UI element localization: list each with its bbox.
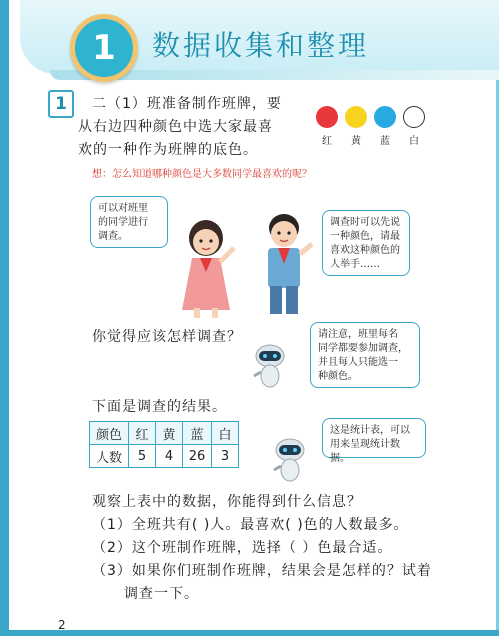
question-line-3: 欢的一种作为班牌的底色。 bbox=[78, 142, 258, 158]
observe-item-1: （1）全班共有( )人。最喜欢( )色的人数最多。 bbox=[92, 517, 409, 533]
result-prompt: 下面是调查的结果。 bbox=[92, 399, 227, 415]
white-color-dot bbox=[403, 106, 425, 128]
table-header-cell: 红 bbox=[129, 422, 156, 445]
table-header-cell: 黄 bbox=[156, 422, 183, 445]
table-header-row bbox=[90, 422, 239, 445]
boy-illustration bbox=[250, 210, 320, 318]
table-cell: 26 bbox=[183, 445, 212, 468]
table-cell: 5 bbox=[129, 445, 156, 468]
table-header-cell: 蓝 bbox=[183, 422, 212, 445]
color-label-yellow: 黄 bbox=[351, 136, 361, 147]
page-number: 2 bbox=[58, 618, 66, 632]
table-cell: 3 bbox=[212, 445, 239, 468]
question-line-2: 从右边四种颜色中选大家最喜 bbox=[78, 119, 273, 135]
table-cell: 4 bbox=[156, 445, 183, 468]
bubble-line: 人举手…… bbox=[330, 259, 380, 270]
question-badge: 1 bbox=[48, 90, 74, 118]
observe-intro: 观察上表中的数据，你能得到什么信息？ bbox=[92, 494, 362, 510]
left-border bbox=[0, 0, 9, 636]
robot-speech-bubble-1 bbox=[310, 322, 420, 388]
bubble-line: 喜欢这种颜色的 bbox=[330, 245, 400, 256]
yellow-color-dot bbox=[345, 106, 367, 128]
bubble-line: 的同学进行 bbox=[98, 217, 148, 228]
robot-speech-bubble-2 bbox=[322, 418, 426, 464]
bubble-line: 可以对班里 bbox=[98, 203, 148, 214]
red-color-dot bbox=[316, 106, 338, 128]
question-line-1: 二（1）班准备制作班牌，要 bbox=[92, 96, 282, 112]
table-row bbox=[90, 445, 239, 468]
robot-illustration-2 bbox=[268, 436, 312, 484]
bubble-line: 请注意，班里每名 bbox=[318, 329, 398, 340]
color-label-red: 红 bbox=[322, 136, 332, 147]
observe-item-3-cont: 调查一下。 bbox=[124, 586, 199, 602]
observe-item-2: （2）这个班制作班牌，选择（ ）色最合适。 bbox=[92, 540, 393, 556]
table-header-cell: 白 bbox=[212, 422, 239, 445]
hint-text: 想：怎么知道哪种颜色是大多数同学最喜欢的呢？ bbox=[92, 169, 312, 180]
girl-speech-bubble bbox=[90, 196, 168, 248]
bubble-line: 调查。 bbox=[98, 231, 128, 242]
bubble-line: 用来呈现统计数据。 bbox=[330, 439, 400, 464]
table-header-cell: 颜色 bbox=[90, 422, 129, 445]
blue-color-dot bbox=[374, 106, 396, 128]
chapter-title: 数据收集和整理 bbox=[152, 29, 370, 62]
bubble-line: 一种颜色，请最 bbox=[330, 231, 400, 242]
chapter-number: 1 bbox=[92, 28, 116, 68]
chapter-number-badge bbox=[70, 14, 138, 82]
color-label-white: 白 bbox=[409, 136, 419, 147]
boy-speech-bubble bbox=[322, 210, 410, 276]
bubble-line: 种颜色。 bbox=[318, 371, 358, 382]
bubble-line: 这是统计表，可以 bbox=[330, 425, 410, 436]
observe-item-3: （3）如果你们班制作班牌，结果会是怎样的？试着 bbox=[92, 563, 432, 579]
statistics-table bbox=[89, 421, 239, 468]
bubble-line: 并且每人只能选一 bbox=[318, 357, 398, 368]
bubble-line: 调查时可以先说 bbox=[330, 217, 400, 228]
color-label-blue: 蓝 bbox=[380, 136, 390, 147]
bottom-border bbox=[0, 630, 499, 636]
girl-illustration bbox=[172, 218, 242, 318]
bubble-line: 同学都要参加调查， bbox=[318, 343, 408, 354]
table-row-label: 人数 bbox=[90, 445, 129, 468]
robot-illustration bbox=[248, 342, 292, 390]
survey-prompt: 你觉得应该怎样调查？ bbox=[92, 329, 242, 345]
